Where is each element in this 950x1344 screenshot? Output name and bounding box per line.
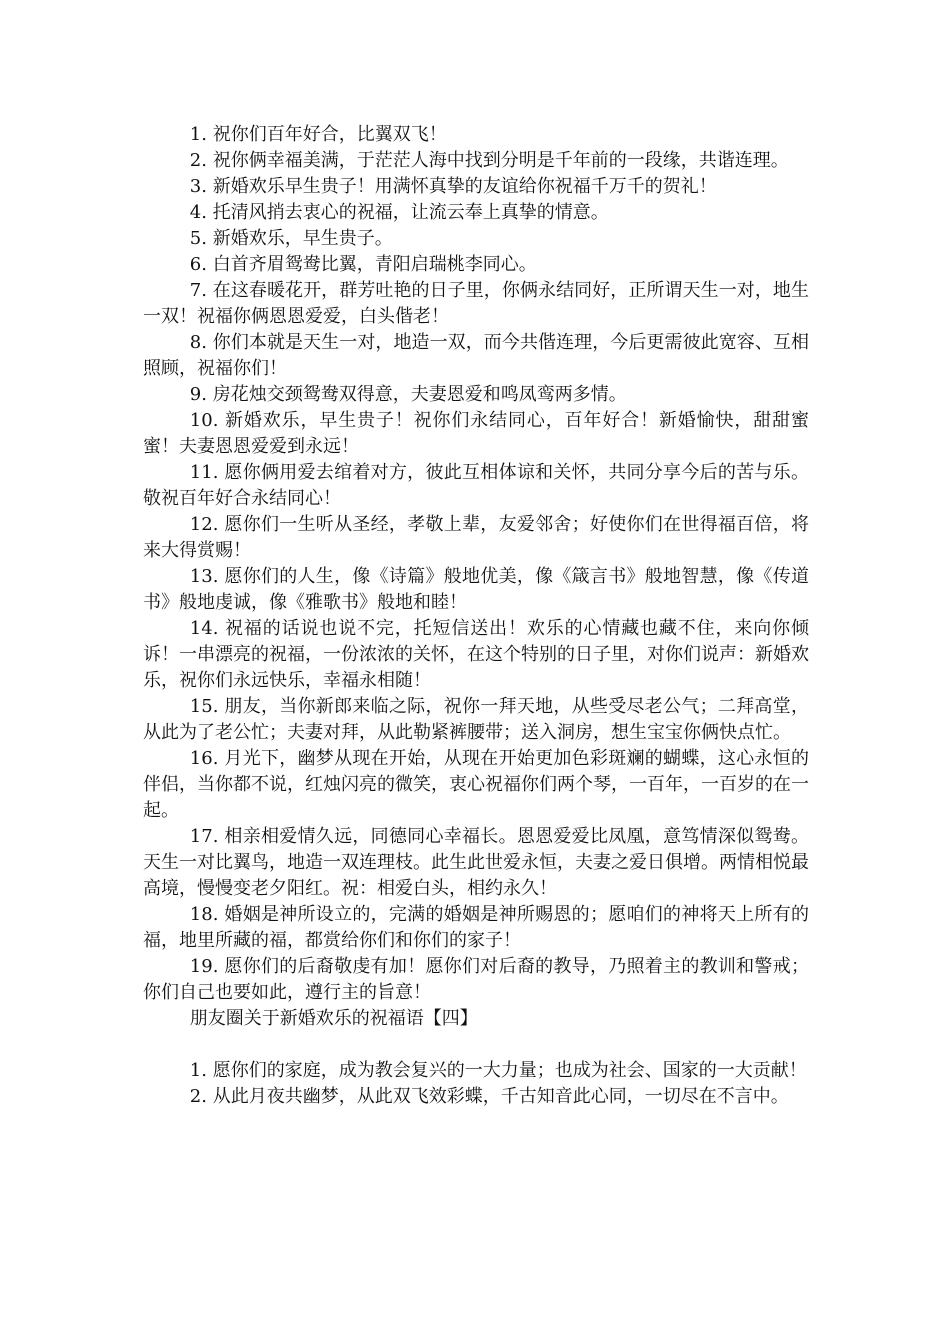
section-four-item-2: 2. 从此月夜共幽梦，从此双飞效彩蝶，千古知音此心同，一切尽在不言中。 [189, 1086, 789, 1107]
section-four-item-1: 1. 愿你们的家庭，成为教会复兴的一大力量；也成为社会、国家的一大贡献！ [189, 1060, 807, 1081]
blessing-item-8: 8. 你们本就是天生一对，地造一双，而今共偕连理，今后更需彼此宽容、互相照顾，祝福你们！ [143, 332, 809, 379]
blessing-item-7: 7. 在这春暖花开，群芳吐艳的日子里，你俩永结同好，正所谓天生一对，地生一双！祝福你俩恩恩爱爱，白头偕老！ [143, 280, 809, 327]
blessing-item-16: 16. 月光下，幽梦从现在开始，从现在开始更加色彩斑斓的蝴蝶，这心永恒的伴侣，当你都不说，红烛闪亮的微笑，衷心祝福你们两个琴，一百年，一百岁的在一起。 [143, 748, 809, 821]
blessing-item-13: 13. 愿你们的人生，像《诗篇》般地优美，像《箴言书》般地智慧，像《传道书》般地虔诚，像《雅歌书》般地和睦！ [143, 566, 809, 613]
blessing-item-15: 15. 朋友，当你新郎来临之际，祝你一拜天地，从些受尽老公气；二拜高堂，从此为了老公忙；夫妻对拜，从此勒紧裤腰带；送入洞房，想生宝宝你俩快点忙。 [143, 696, 809, 743]
blessing-item-19: 19. 愿你们的后裔敬虔有加！愿你们对后裔的教导，乃照着主的教训和警戒；你们自己也要如此，遵行主的旨意！ [143, 956, 809, 1003]
blessing-item-5: 5. 新婚欢乐，早生贵子。 [189, 228, 393, 249]
blank-line [143, 1032, 809, 1058]
blessing-item-14: 14. 祝福的话说也说不完，托短信送出！欢乐的心情藏也藏不住，来向你倾诉！一串漂亮的祝福，一份浓浓的关怀，在这个特别的日子里，对你们说声：新婚欢乐，祝你们永远快乐，幸福永相随！ [143, 618, 809, 691]
blessing-list [143, 122, 809, 1006]
document-page [143, 122, 809, 1110]
blessing-item-12: 12. 愿你们一生听从圣经，孝敬上辈，友爱邻舍；好使你们在世得福百倍，将来大得赏赐！ [143, 514, 809, 561]
blessing-item-3: 3. 新婚欢乐早生贵子！用满怀真挚的友谊给你祝福千万千的贺礼！ [189, 176, 717, 197]
blessing-item-2: 2. 祝你俩幸福美满，于茫茫人海中找到分明是千年前的一段缘，共谐连理。 [189, 150, 789, 171]
blessing-item-11: 11. 愿你俩用爱去绾着对方，彼此互相体谅和关怀，共同分享今后的苦与乐。敬祝百年好合永结同心！ [143, 462, 809, 509]
blessing-item-6: 6. 白首齐眉鸳鸯比翼，青阳启瑞桃李同心。 [189, 254, 537, 275]
blessing-item-17: 17. 相亲相爱情久远，同德同心幸福长。恩恩爱爱比凤凰，意笃情深似鸳鸯。天生一对比翼鸟，地造一双连理枝。此生此世爱永恒，夫妻之爱日俱增。两情相悦最高境，慢慢变老夕阳红。祝：相爱白头，相约永久！ [143, 826, 809, 899]
section-heading: 朋友圈关于新婚欢乐的祝福语【四】 [189, 1008, 478, 1029]
blessing-list-section-four [143, 1058, 809, 1110]
blessing-item-9: 9. 房花烛交颈鸳鸯双得意，夫妻恩爱和鸣凤鸾两多情。 [189, 384, 627, 405]
blessing-item-10: 10. 新婚欢乐，早生贵子！祝你们永结同心，百年好合！新婚愉快，甜甜蜜蜜！夫妻恩恩爱爱到永远！ [143, 410, 809, 457]
blessing-item-18: 18. 婚姻是神所设立的，完满的婚姻是神所赐恩的；愿咱们的神将天上所有的福，地里所藏的福，都赏给你们和你们的家子！ [143, 904, 809, 951]
blessing-item-1: 1. 祝你们百年好合，比翼双飞！ [189, 124, 447, 145]
blessing-item-4: 4. 托清风捎去衷心的祝福，让流云奉上真挚的情意。 [189, 202, 609, 223]
